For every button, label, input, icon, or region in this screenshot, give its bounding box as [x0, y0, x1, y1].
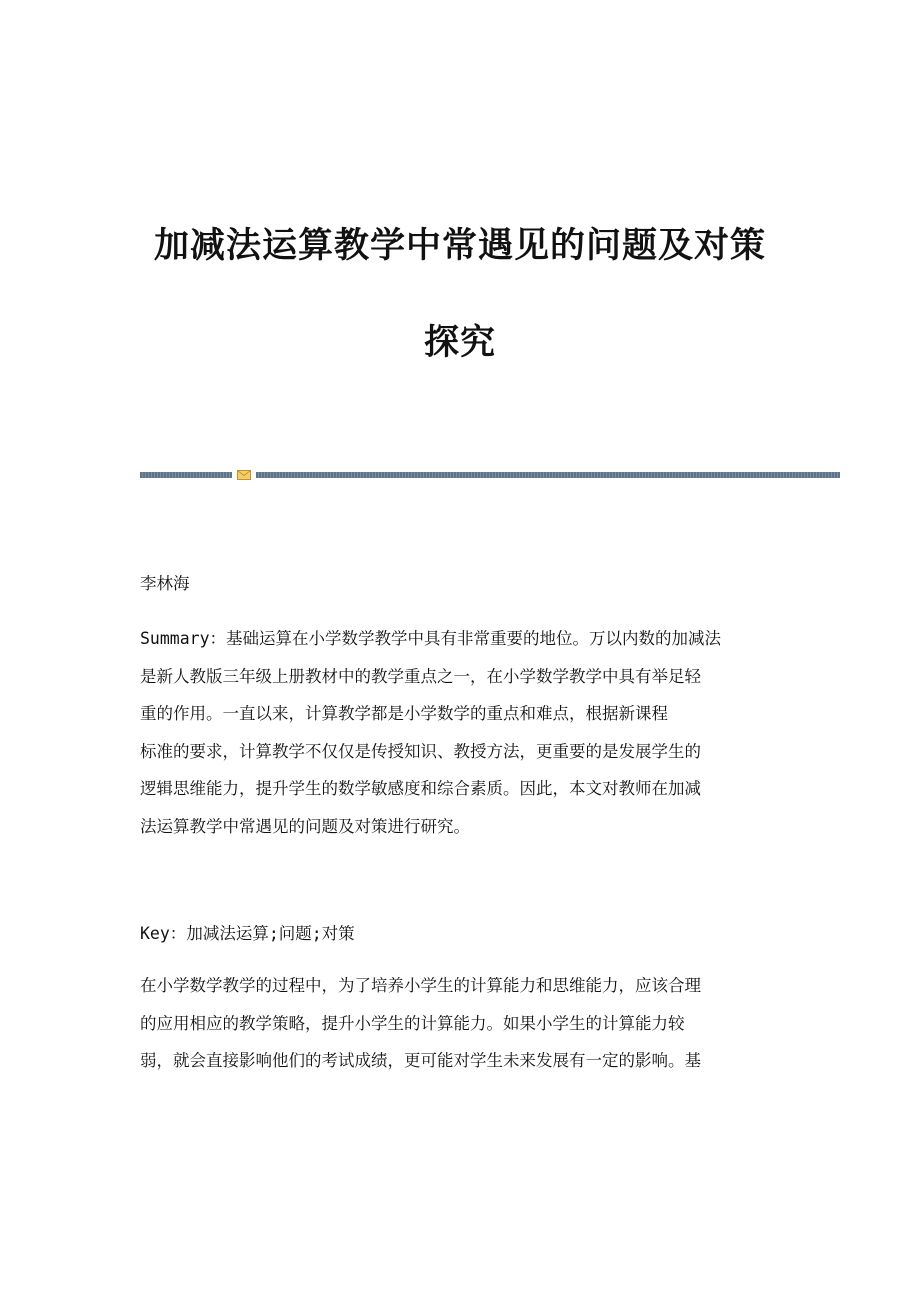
summary-line-2: 是新人教版三年级上册教材中的教学重点之一，在小学数学教学中具有举足轻 — [140, 666, 701, 686]
summary-line-1: Summary：基础运算在小学数学教学中具有非常重要的地位。万以内数的加减法 — [140, 629, 722, 648]
summary-line-3: 重的作用。一直以来，计算教学都是小学数学的重点和难点，根据新课程 — [140, 704, 668, 723]
summary-line-5: 逻辑思维能力，提升学生的数学敏感度和综合素质。因此，本文对教师在加减 — [140, 779, 701, 798]
divider-bar-left — [140, 472, 232, 478]
body-line-2: 的应用相应的教学策略，提升小学生的计算能力。如果小学生的计算能力较 — [140, 1013, 685, 1033]
keywords-text: 加减法运算;问题;对策 — [186, 924, 355, 943]
summary-label: Summary： — [140, 629, 227, 648]
summary-line-6: 法运算教学中常遇见的问题及对策进行研究。 — [140, 816, 470, 836]
divider-bar-right — [256, 472, 840, 478]
envelope-icon — [237, 470, 251, 480]
document-title-line-1: 加减法运算教学中常遇见的问题及对策 — [153, 225, 766, 266]
document-title-line-2: 探究 — [423, 322, 496, 363]
keywords-label: Key： — [140, 924, 187, 943]
keywords-paragraph — [140, 915, 800, 953]
keywords-line — [140, 915, 800, 953]
author-name: 李林海 — [140, 574, 190, 593]
body-line-3: 弱，就会直接影响他们的考试成绩，更可能对学生未来发展有一定的影响。基 — [140, 1051, 701, 1070]
title-divider — [140, 470, 840, 480]
body-paragraph — [140, 967, 800, 1080]
body-line-1: 在小学数学教学的过程中，为了培养小学生的计算能力和思维能力，应该合理 — [140, 976, 701, 995]
summary-paragraph — [140, 620, 800, 845]
summary-line-4: 标准的要求，计算教学不仅仅是传授知识、教授方法，更重要的是发展学生的 — [140, 741, 701, 761]
